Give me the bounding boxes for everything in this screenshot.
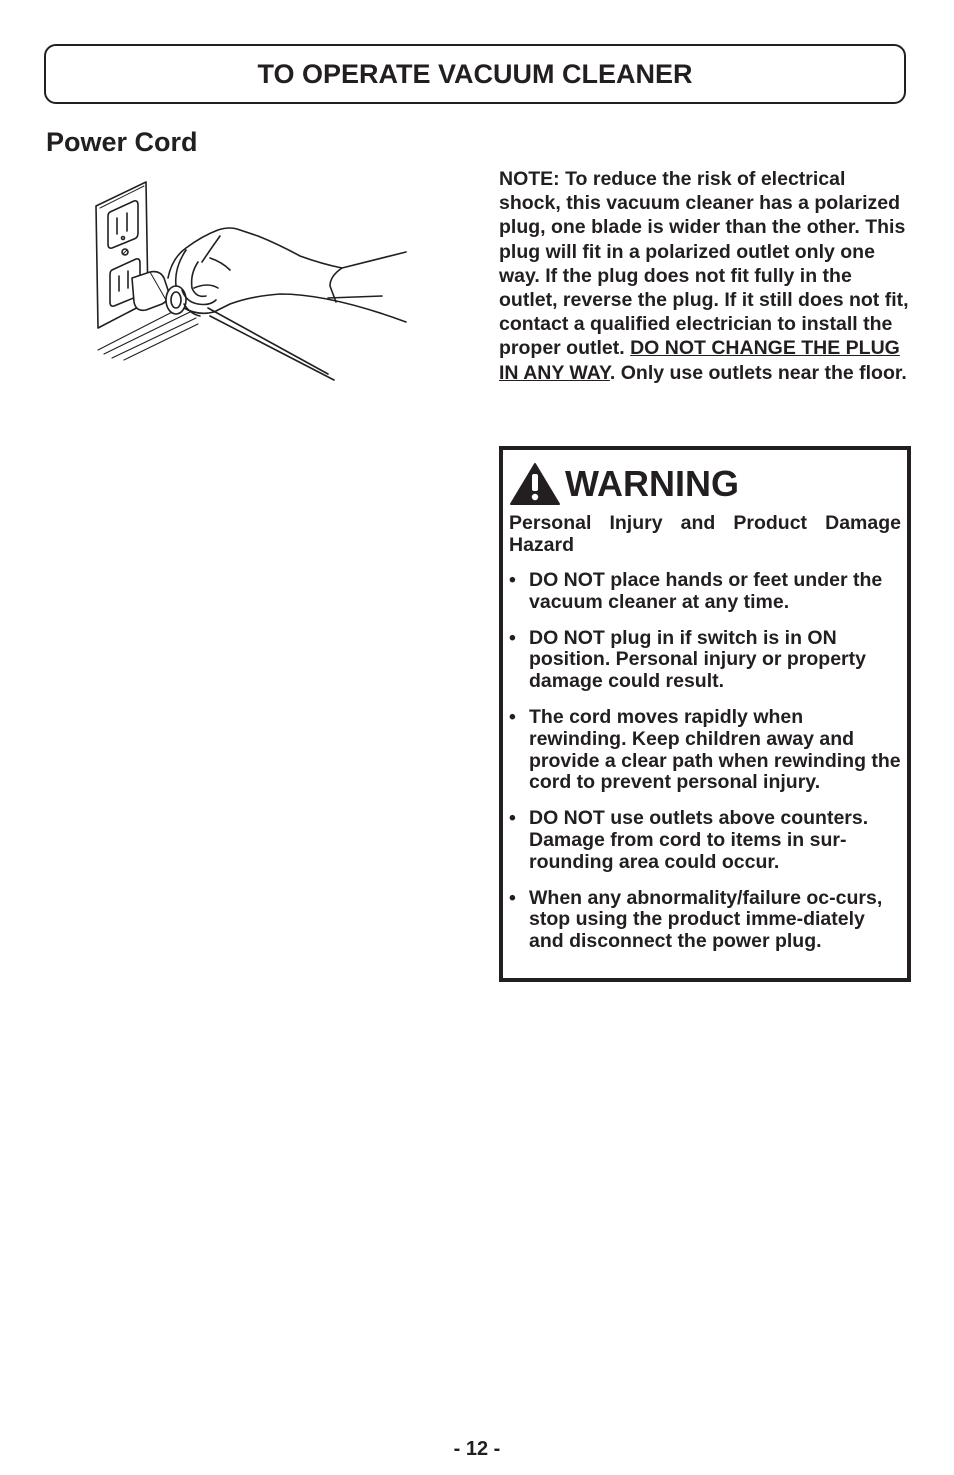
list-item-text: DO NOT use outlets above counters. Damage from cord to items in sur-rounding area could occur. [529,807,869,873]
hand-plugging-cord-into-outlet-icon [90,178,420,383]
bullet-symbol: • [509,626,516,649]
warning-header [509,460,901,508]
list-item-text: The cord moves rapidly when rewinding. Keep children away and provide a clear path when rewinding the cord to prevent personal injury. [529,705,901,794]
bullet-symbol: • [509,569,516,591]
note-text: NOTE: To reduce the risk of electrical shock, this vacuum cleaner has a polarized plug, one blade is wider than the other. This plug will fit in a polarized outlet only one way. If the plug does not fit fully in the outlet, reverse the plug. If it still does not fit, contact a qualified electrician to install the proper outlet. [499,168,909,360]
bullet-symbol: • [509,807,516,830]
note-underlined-text: DO NOT CHANGE THE PLUG IN ANY WAY [499,337,900,384]
section-header-box [44,44,906,104]
list-item-text: When any abnormality/failure oc-curs, stop using the product imme-diately and disconnect the power plug. [529,886,883,953]
warning-triangle-icon [509,462,561,506]
list-item-text: DO NOT plug in if switch is in ON position. Personal injury or property damage could result. [529,626,866,693]
list-item [509,628,901,693]
page-number: - 12 - [453,1438,501,1460]
list-item [509,570,901,614]
warning-box [499,446,911,982]
bullet-symbol: • [509,886,516,909]
list-item [509,808,901,873]
list-item [509,707,901,794]
warning-title: WARNING [565,463,739,504]
list-item [509,888,901,953]
note-text-end: . Only use outlets near the floor. [609,361,907,384]
warning-list [509,570,901,953]
list-item-text: DO NOT place hands or feet under the vacuum cleaner at any time. [529,569,883,613]
bullet-symbol: • [509,705,516,728]
polarized-plug-note [499,167,909,385]
section-title: Power Cord [46,127,198,157]
hazard-statement: Personal Injury and Product Damage Hazard [509,512,901,556]
page-title: TO OPERATE VACUUM CLEANER [257,58,693,89]
